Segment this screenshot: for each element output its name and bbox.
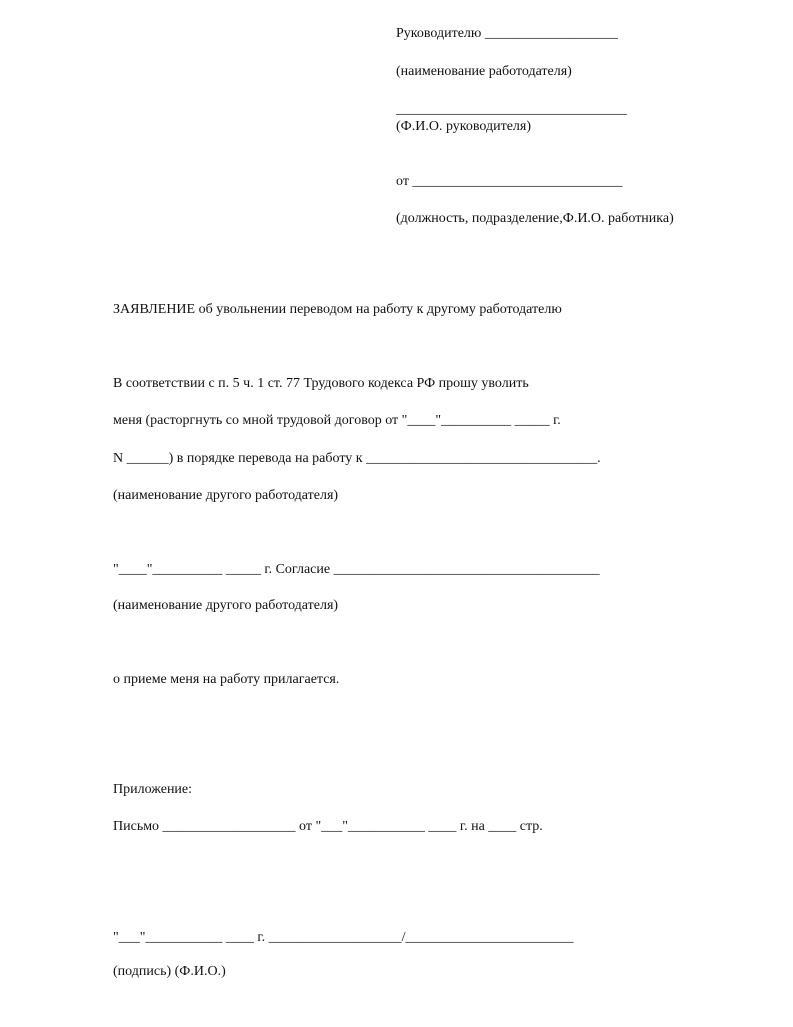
employer-name-hint: (наименование работодателя) bbox=[396, 64, 572, 79]
body-line-3: N ______) в порядке перевода на работу к _________________________________. bbox=[113, 451, 601, 466]
manager-name-hint: (Ф.И.О. руководителя) bbox=[396, 119, 531, 134]
to-manager-line: Руководителю ___________________ bbox=[396, 26, 618, 41]
consent-line: "____"__________ _____ г. Согласие ______________________________________ bbox=[113, 562, 600, 577]
body-line-1: В соответствии с п. 5 ч. 1 ст. 77 Трудового кодекса РФ прошу уволить bbox=[113, 376, 529, 391]
manager-name-blank: _________________________________ bbox=[396, 102, 627, 117]
signature-line: "___"___________ ____ г. ___________________/________________________ bbox=[113, 930, 574, 945]
from-line: от ______________________________ bbox=[396, 174, 623, 189]
attachment-letter-line: Письмо ___________________ от "___"___________ ____ г. на ____ стр. bbox=[113, 819, 543, 834]
attachment-label: Приложение: bbox=[113, 782, 193, 797]
document-title: ЗАЯВЛЕНИЕ об увольнении переводом на работу к другому работодателю bbox=[113, 302, 562, 317]
employee-hint: (должность, подразделение,Ф.И.О. работника) bbox=[396, 211, 674, 226]
attached-note: о приеме меня на работу прилагается. bbox=[113, 672, 340, 687]
signature-hint: (подпись) (Ф.И.О.) bbox=[113, 964, 226, 979]
body-line-2: меня (расторгнуть со мной трудовой договор от "____"__________ _____ г. bbox=[113, 413, 561, 428]
other-employer-hint: (наименование другого работодателя) bbox=[113, 488, 339, 503]
other-employer-hint-2: (наименование другого работодателя) bbox=[113, 598, 339, 613]
